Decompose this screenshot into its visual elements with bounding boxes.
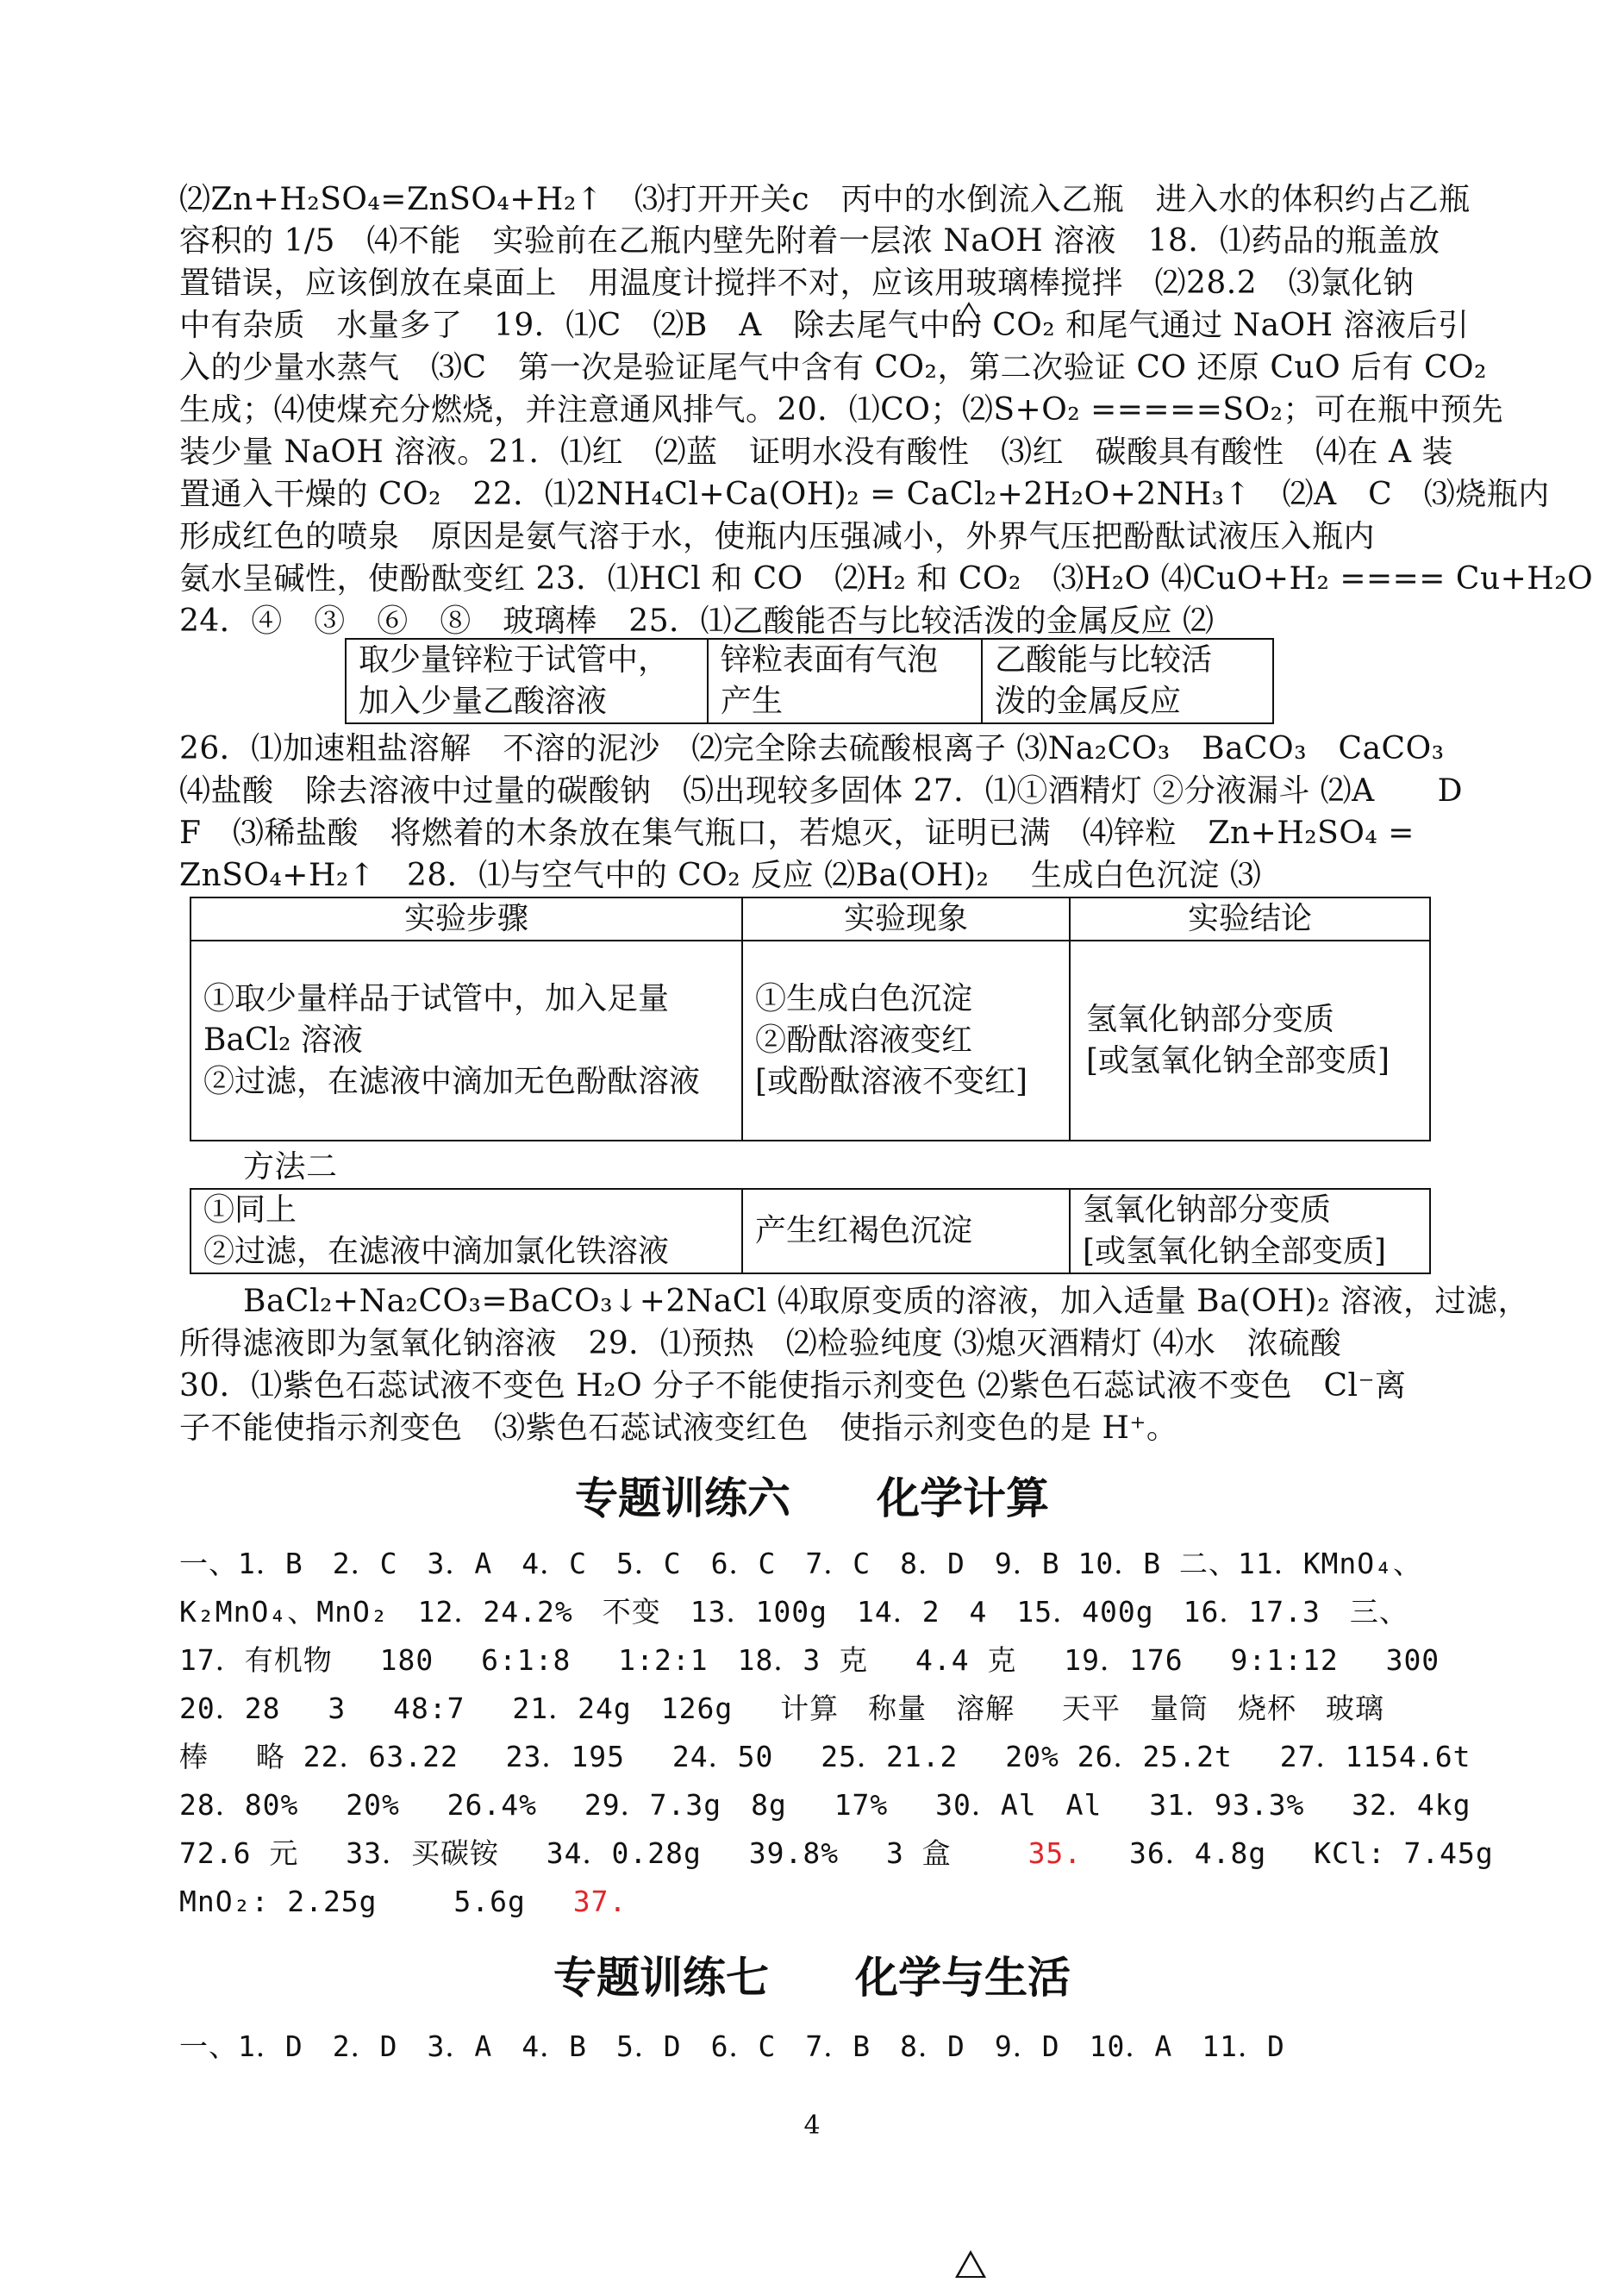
triangle-mark-icon bbox=[955, 2250, 986, 2278]
cell-line: ①取少量样品于试管中，加入足量 bbox=[203, 981, 670, 1016]
text-line: 30．⑴紫色石蕊试液不变色 H₂O 分子不能使指示剂变色 ⑵紫色石蕊试液不变色 Cl⁻离 bbox=[179, 1368, 1407, 1404]
highlighted-question-number: 37. bbox=[572, 1885, 628, 1918]
table-cell-steps bbox=[191, 1189, 742, 1273]
table-cell-phenomena bbox=[742, 941, 1070, 1141]
cell-line: 氢氧化钠部分变质 bbox=[1083, 1192, 1332, 1228]
text-line: 一、1．B 2．C 3．A 4．C 5．C 6．C 7．C 8．D 9．B 10．B 二、11．KMnO₄、 bbox=[179, 1547, 1423, 1580]
cell-line: ②过滤，在滤液中滴加无色酚酞溶液 bbox=[203, 1064, 701, 1099]
text-line: 形成红色的喷泉 原因是氨气溶于水，使瓶内压强减小，外界气压把酚酞试液压入瓶内 bbox=[179, 519, 1376, 554]
text-line: 置错误，应该倒放在桌面上 用温度计搅拌不对，应该用玻璃棒搅拌 ⑵28.2 ⑶氯化钠 bbox=[179, 266, 1415, 301]
cell-line: ①生成白色沉淀 bbox=[755, 981, 973, 1016]
cell-line: [或氢氧化钠全部变质] bbox=[1086, 1043, 1390, 1079]
table-cell-steps bbox=[191, 941, 742, 1141]
text-line bbox=[179, 1833, 1498, 1874]
cell-line: ②过滤，在滤液中滴加氯化铁溶液 bbox=[203, 1234, 670, 1269]
page-number: 4 bbox=[803, 2111, 821, 2141]
text-line: ⑷盐酸 除去溶液中过量的碳酸钠 ⑸出现较多固体 27．⑴①酒精灯 ②分液漏斗 ⑵A D bbox=[179, 773, 1464, 809]
text-line: 氨水呈碱性，使酚酞变红 23．⑴HCl 和 CO ⑵H₂ 和 CO₂ ⑶H₂O ⑷CuO+H₂ ==== Cu+H₂O bbox=[179, 561, 1594, 597]
text-line: 26．⑴加速粗盐溶解 不溶的泥沙 ⑵完全除去硫酸根离子 ⑶Na₂CO₃ BaCO₃ CaCO₃ bbox=[179, 731, 1445, 766]
text-line: 置通入干燥的 CO₂ 22．⑴2NH₄Cl+Ca(OH)₂ = CaCl₂+2H₂O+2NH₃↑ ⑵A C ⑶烧瓶内 bbox=[179, 477, 1550, 512]
table-cell-phenomena: 产生红褐色沉淀 bbox=[742, 1189, 1070, 1273]
highlighted-question-number: 35. bbox=[1027, 1836, 1083, 1870]
text-line: 子不能使指示剂变色 ⑶紫色石蕊试液变红色 使指示剂变色的是 H⁺。 bbox=[179, 1410, 1178, 1446]
table-header-row bbox=[191, 897, 1430, 941]
cell-line: 氢氧化钠部分变质 bbox=[1086, 1002, 1335, 1037]
table-row bbox=[346, 681, 1273, 723]
text-run: 72.6 元 33．买碳铵 34．0.28g 39.8% 3 盒 bbox=[179, 1836, 1028, 1870]
text-line: 28．80% 20% 26.4% 29．7.3g 8g 17% 30．Al Al 31．93.3% 32．4kg bbox=[179, 1788, 1471, 1822]
section-heading-6: 专题训练六 化学计算 bbox=[575, 1473, 1049, 1523]
cell-line: BaCl₂ 溶液 bbox=[203, 1022, 363, 1058]
table-cell: 取少量锌粒于试管中， bbox=[346, 639, 708, 681]
table-row bbox=[191, 1189, 1430, 1273]
table-cell-conclusion bbox=[1070, 1189, 1430, 1273]
text-line: 24．④ ③ ⑥ ⑧ 玻璃棒 25．⑴乙酸能否与比较活泼的金属反应 ⑵ bbox=[179, 603, 1215, 639]
cell-line: ②酚酞溶液变红 bbox=[755, 1022, 973, 1058]
table-header: 实验步骤 bbox=[191, 897, 742, 941]
text-line: 所得滤液即为氢氧化钠溶液 29．⑴预热 ⑵检验纯度 ⑶熄灭酒精灯 ⑷水 浓硫酸 bbox=[179, 1326, 1342, 1361]
q25-table bbox=[345, 638, 1274, 724]
text-run: 36．4.8g KCl: 7.45g bbox=[1082, 1836, 1494, 1870]
cell-line: [或氢氧化钠全部变质] bbox=[1083, 1234, 1387, 1269]
table-cell: 泼的金属反应 bbox=[982, 681, 1273, 723]
text-run: MnO₂: 2.25g 5.6g bbox=[179, 1885, 573, 1918]
table-cell: 加入少量乙酸溶液 bbox=[346, 681, 708, 723]
text-line: 一、1．D 2．D 3．A 4．B 5．D 6．C 7．B 8．D 9．D 10．A 11．D bbox=[179, 2029, 1285, 2063]
text-line: 装少量 NaOH 溶液。21．⑴红 ⑵蓝 证明水没有酸性 ⑶红 碳酸具有酸性 ⑷在 A 装 bbox=[179, 435, 1453, 470]
method-two-label: 方法二 bbox=[243, 1149, 338, 1185]
text-line: 生成；⑷使煤充分燃烧，并注意通风排气。20．⑴CO；⑵S+O₂ =====SO₂；可在瓶中预先 bbox=[179, 392, 1504, 428]
text-line: ⑵Zn+H₂SO₄=ZnSO₄+H₂↑ ⑶打开开关c 丙中的水倒流入乙瓶 进入水的体积约占乙瓶 bbox=[179, 182, 1471, 217]
text-line: BaCl₂+Na₂CO₃=BaCO₃↓+2NaCl ⑷取原变质的溶液，加入适量 Ba(OH)₂ 溶液，过滤， bbox=[243, 1284, 1529, 1319]
table-cell: 锌粒表面有气泡 bbox=[708, 639, 982, 681]
text-line: F ⑶稀盐酸 将燃着的木条放在集气瓶口，若熄灭，证明已满 ⑷锌粒 Zn+H₂SO₄ = bbox=[179, 816, 1415, 851]
text-line: 17．有机物 180 6:1:8 1:2:1 18．3 克 4.4 克 19．176 9:1:12 300 bbox=[179, 1643, 1440, 1677]
table-row bbox=[346, 639, 1273, 681]
table-cell: 产生 bbox=[708, 681, 982, 723]
caret-mark-icon bbox=[957, 302, 981, 322]
cell-line: [或酚酞溶液不变红] bbox=[755, 1064, 1028, 1099]
text-line: 20．28 3 48:7 21．24g 126g 计算 称量 溶解 天平 量筒 烧杯 玻璃 bbox=[179, 1692, 1384, 1725]
text-line: K₂MnO₄、MnO₂ 12．24.2% 不变 13．100g 14．2 4 15．400g 16．17.3 三、 bbox=[179, 1595, 1409, 1629]
q28-table bbox=[190, 897, 1431, 1141]
q28-method2-table bbox=[190, 1188, 1431, 1274]
text-line bbox=[179, 1881, 1498, 1923]
section-heading-7: 专题训练七 化学与生活 bbox=[553, 1953, 1071, 2003]
text-line: 容积的 1/5 ⑷不能 实验前在乙瓶内壁先附着一层浓 NaOH 溶液 18．⑴药品的瓶盖放 bbox=[179, 223, 1440, 259]
table-cell-conclusion bbox=[1070, 941, 1430, 1141]
table-cell: 乙酸能与比较活 bbox=[982, 639, 1273, 681]
cell-line: ①同上 bbox=[203, 1192, 297, 1228]
table-header: 实验现象 bbox=[742, 897, 1070, 941]
table-row bbox=[191, 941, 1430, 1141]
text-line: 入的少量水蒸气 ⑶C 第一次是验证尾气中含有 CO₂，第二次验证 CO 还原 CuO 后有 CO₂ bbox=[179, 350, 1487, 385]
text-line: 棒 略 22．63.22 23．195 24．50 25．21.2 20% 26．25.2t 27．1154.6t bbox=[179, 1740, 1471, 1773]
text-line: 中有杂质 水量多了 19．⑴C ⑵B A 除去尾气中的 CO₂ 和尾气通过 NaOH 溶液后引 bbox=[179, 308, 1470, 343]
text-line: ZnSO₄+H₂↑ 28．⑴与空气中的 CO₂ 反应 ⑵Ba(OH)₂ 生成白色沉淀 ⑶ bbox=[179, 858, 1262, 893]
table-header: 实验结论 bbox=[1070, 897, 1430, 941]
